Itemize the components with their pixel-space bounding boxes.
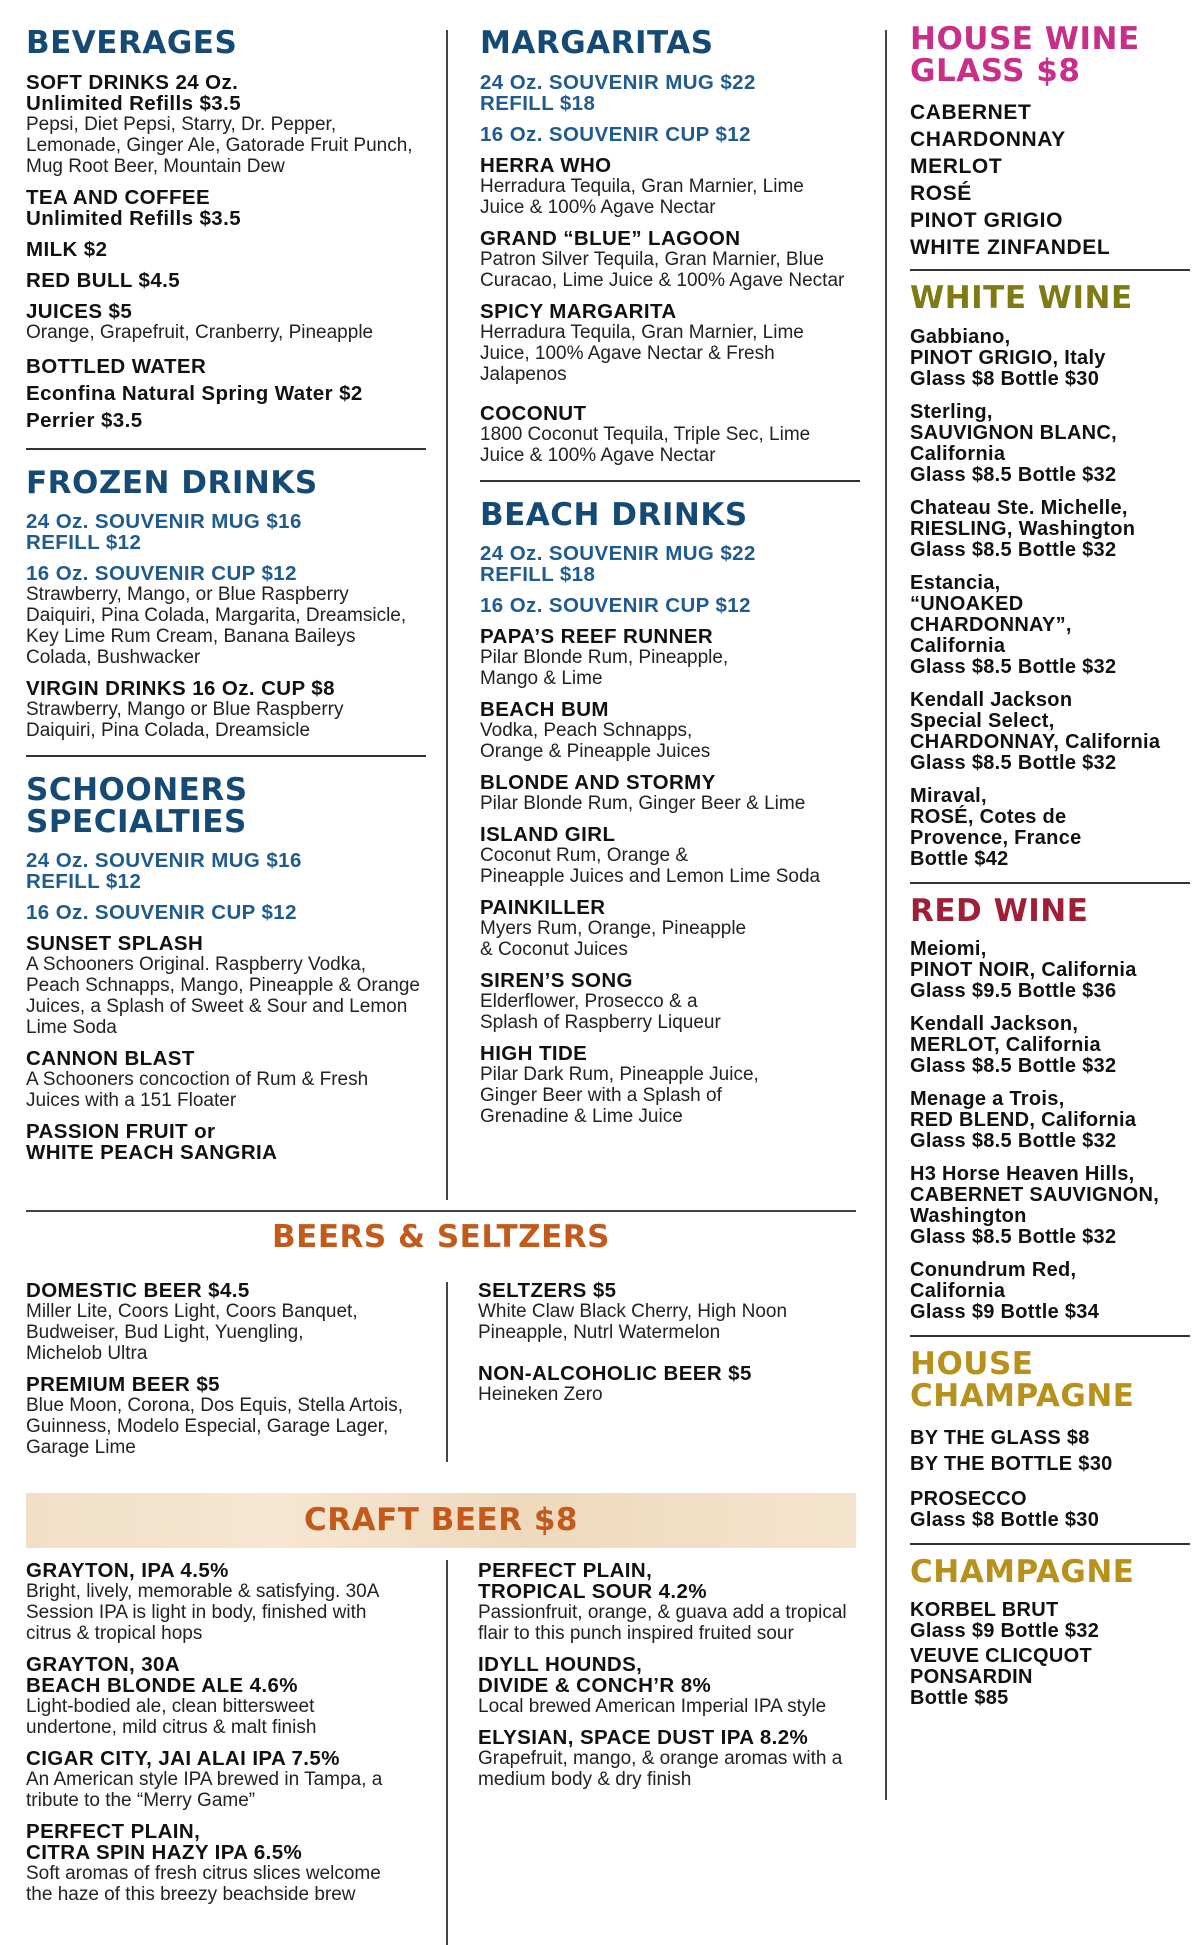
item-title: SOFT DRINKS 24 Oz. Unlimited Refills $3.5: [26, 70, 242, 115]
menu-item: [26, 187, 426, 229]
mug-price: 24 Oz. SOUVENIR MUG $16 REFILL $12: [26, 510, 302, 555]
wine-item: Estancia, “UNOAKED CHARDONNAY”, California Glass $8.5 Bottle $32: [910, 571, 1117, 678]
menu-item: [478, 1560, 858, 1644]
item-title: GRAYTON, IPA 4.5%: [26, 1559, 229, 1582]
item-title: HERRA WHO: [480, 153, 612, 177]
item-desc: Strawberry, Mango, or Blue Raspberry Daiquiri, Pina Colada, Margarita, Dreamsicle, Key Lime Rum Cream, Banana Baileys Colada, Bushwacker: [26, 584, 407, 669]
wine-item: Gabbiano, PINOT GRIGIO, Italy Glass $8 Bottle $30: [910, 325, 1106, 390]
item-desc: Miller Lite, Coors Light, Coors Banquet, Budweiser, Bud Light, Yuengling, Michelob Ultra: [26, 1301, 358, 1364]
price-line: [480, 595, 860, 616]
wine-item: KORBEL BRUT Glass $9 Bottle $32: [910, 1599, 1100, 1643]
house-wine-list: [910, 99, 1190, 261]
menu-item: [26, 1048, 426, 1111]
item-title: HIGH TIDE: [480, 1042, 588, 1066]
menu-item: [480, 155, 860, 218]
wine-item: H3 Horse Heaven Hills, CABERNET SAUVIGNON, Washington Glass $8.5 Bottle $32: [910, 1163, 1160, 1249]
menu-item: [26, 239, 426, 260]
item-desc: Pepsi, Diet Pepsi, Starry, Dr. Pepper, Lemonade, Ginger Ale, Gatorade Fruit Punch, Mug Root Beer, Mountain Dew: [26, 113, 413, 177]
item-title: GRAYTON, 30A BEACH BLONDE ALE 4.6%: [26, 1653, 298, 1697]
cup-price: 16 Oz. SOUVENIR CUP $12: [480, 122, 751, 146]
menu-item: [480, 699, 860, 762]
white-wine-title: WHITE WINE: [910, 280, 1133, 317]
item-desc: Elderflower, Prosecco & a Splash of Raspberry Liqueur: [480, 991, 721, 1034]
item-title: PASSION FRUIT or WHITE PEACH SANGRIA: [26, 1120, 278, 1165]
item-title: VIRGIN DRINKS 16 Oz. CUP $8: [26, 677, 335, 701]
wine-item: Menage a Trois, RED BLEND, California Glass $8.5 Bottle $32: [910, 1088, 1137, 1153]
menu-item: [26, 270, 426, 291]
craft-right: [478, 1560, 858, 1800]
item-desc: An American style IPA brewed in Tampa, a tribute to the “Merry Game”: [26, 1769, 383, 1811]
item-title: CIGAR CITY, JAI ALAI IPA 7.5%: [26, 1747, 340, 1770]
item-desc: Blue Moon, Corona, Dos Equis, Stella Artois, Guinness, Modelo Especial, Garage Lager, Garage Lime: [26, 1395, 404, 1458]
column-left: [26, 25, 426, 1173]
cup-price: 16 Oz. SOUVENIR CUP $12: [26, 901, 297, 925]
menu-item: [26, 1280, 436, 1364]
item-desc: A Schooners concoction of Rum & Fresh Juices with a 151 Floater: [26, 1069, 369, 1112]
item-desc: Herradura Tequila, Gran Marnier, Lime Juice & 100% Agave Nectar: [480, 175, 804, 218]
item-title: PAINKILLER: [480, 896, 606, 920]
list-item: WHITE ZINFANDEL: [910, 236, 1111, 260]
menu-item: [26, 353, 426, 434]
item-desc: Vodka, Peach Schnapps, Orange & Pineapple Juices: [480, 720, 711, 763]
item-desc: Local brewed American Imperial IPA style: [478, 1696, 827, 1717]
divider: [26, 755, 426, 757]
item-title: ISLAND GIRL: [480, 823, 616, 847]
menu-item: [26, 1821, 436, 1905]
menu-item: [26, 301, 426, 343]
column-right: [910, 21, 1190, 1721]
item-title: TEA AND COFFEE Unlimited Refills $3.5: [26, 185, 242, 230]
wine-item: Miraval, ROSÉ, Cotes de Provence, France Bottle $42: [910, 784, 1082, 870]
item-title: IDYLL HOUNDS, DIVIDE & CONCH’R 8%: [478, 1653, 712, 1697]
mug-price: 24 Oz. SOUVENIR MUG $22 REFILL $18: [480, 542, 756, 587]
item-desc: Passionfruit, orange, & guava add a tropical flair to this punch inspired fruited sour: [478, 1602, 847, 1644]
red-wine-title: RED WINE: [910, 892, 1089, 929]
item-desc: Coconut Rum, Orange & Pineapple Juices and Lemon Lime Soda: [480, 845, 821, 888]
menu-item: [478, 1363, 858, 1405]
craft-left: [26, 1560, 436, 1915]
mug-price: 24 Oz. SOUVENIR MUG $16 REFILL $12: [26, 849, 302, 894]
item-desc: Herradura Tequila, Gran Marnier, Lime Juice, 100% Agave Nectar & Fresh Jalapenos: [480, 321, 804, 385]
wine-item: Meiomi, PINOT NOIR, California Glass $9.5 Bottle $36: [910, 938, 1137, 1003]
item-title: COCONUT: [480, 401, 587, 425]
item-desc: Heineken Zero: [478, 1384, 603, 1405]
wine-item: BY THE GLASS $8 BY THE BOTTLE $30: [910, 1426, 1113, 1475]
house-champagne-title: HOUSE CHAMPAGNE: [910, 1346, 1135, 1415]
champagne-title: CHAMPAGNE: [910, 1553, 1135, 1590]
item-title: DOMESTIC BEER $4.5: [26, 1279, 250, 1302]
column-divider: [446, 1282, 448, 1462]
menu-item: [26, 563, 426, 668]
wine-item: Chateau Ste. Michelle, RIESLING, Washington Glass $8.5 Bottle $32: [910, 496, 1136, 561]
menu-item: [26, 933, 426, 1038]
item-desc: Orange, Grapefruit, Cranberry, Pineapple: [26, 321, 374, 343]
wine-item: Kendall Jackson Special Select, CHARDONNAY, California Glass $8.5 Bottle $32: [910, 688, 1161, 774]
list-item: CHARDONNAY: [910, 128, 1066, 152]
item-title: PAPA’S REEF RUNNER: [480, 625, 714, 649]
item-desc: Bright, lively, memorable & satisfying. 30A Session IPA is light in body, finished with citrus & tropical hops: [26, 1581, 380, 1644]
divider: [480, 480, 860, 482]
price-line: [480, 72, 860, 114]
item-title: SIREN’S SONG: [480, 969, 633, 993]
menu-item: [480, 1043, 860, 1127]
divider: [910, 882, 1190, 884]
menu-item: [478, 1280, 858, 1343]
list-item: CABERNET: [910, 101, 1032, 125]
item-title: NON-ALCOHOLIC BEER $5: [478, 1362, 752, 1385]
divider: [910, 1335, 1190, 1337]
craft-beer-banner: [26, 1493, 856, 1548]
wine-item: PROSECCO Glass $8 Bottle $30: [910, 1487, 1100, 1531]
item-desc: Pilar Dark Rum, Pineapple Juice, Ginger Beer with a Splash of Grenadine & Lime Juice: [480, 1064, 759, 1128]
column-divider: [446, 1560, 448, 1945]
menu-item: [26, 678, 426, 741]
menu-item: [480, 403, 860, 466]
house-wine-title: HOUSE WINE GLASS $8: [910, 21, 1140, 89]
item-desc: 1800 Coconut Tequila, Triple Sec, Lime Juice & 100% Agave Nectar: [480, 423, 811, 466]
menu-item: [480, 301, 860, 385]
menu-item: [478, 1654, 858, 1717]
item-desc: A Schooners Original. Raspberry Vodka, Peach Schnapps, Mango, Pineapple & Orange Juices, a Splash of Sweet & Sour and Lemon Lime Soda: [26, 954, 420, 1039]
item-title: JUICES $5: [26, 299, 133, 323]
wine-item: Sterling, SAUVIGNON BLANC, California Glass $8.5 Bottle $32: [910, 400, 1118, 486]
item-desc: Myers Rum, Orange, Pineapple & Coconut Juices: [480, 918, 747, 961]
item-desc: Strawberry, Mango or Blue Raspberry Daiquiri, Pina Colada, Dreamsicle: [26, 699, 344, 742]
menu-item: [26, 72, 426, 177]
divider: [26, 448, 426, 450]
column-middle: [480, 25, 860, 1137]
cup-price: 16 Oz. SOUVENIR CUP $12: [480, 594, 751, 618]
menu-item: [480, 897, 860, 960]
beers-right: [478, 1280, 858, 1415]
price-line: [480, 543, 860, 585]
item-desc: Soft aromas of fresh citrus slices welcome the haze of this breezy beachside brew: [26, 1863, 381, 1905]
list-item: ROSÉ: [910, 182, 972, 206]
item-title: ELYSIAN, SPACE DUST IPA 8.2%: [478, 1726, 809, 1749]
column-divider: [885, 30, 887, 1800]
mug-price: 24 Oz. SOUVENIR MUG $22 REFILL $18: [480, 70, 756, 115]
item-title: BOTTLED WATER Econfina Natural Spring Water $2 Perrier $3.5: [26, 354, 363, 432]
divider: [910, 1543, 1190, 1545]
menu-item: [26, 1748, 436, 1811]
item-desc: Pilar Blonde Rum, Ginger Beer & Lime: [480, 793, 806, 815]
item-title: CANNON BLAST: [26, 1047, 195, 1071]
item-title: PERFECT PLAIN, TROPICAL SOUR 4.2%: [478, 1559, 707, 1603]
schooners-title: SCHOONERS SPECIALTIES: [26, 772, 248, 840]
beach-title: BEACH DRINKS: [480, 496, 748, 533]
beers-title: BEERS & SELTZERS: [272, 1219, 610, 1255]
divider: [910, 269, 1190, 271]
margaritas-title: MARGARITAS: [480, 25, 714, 61]
wine-item: VEUVE CLICQUOT PONSARDIN Bottle $85: [910, 1645, 1092, 1710]
item-title: PERFECT PLAIN, CITRA SPIN HAZY IPA 6.5%: [26, 1820, 303, 1864]
menu-item: [478, 1727, 858, 1790]
item-title: SPICY MARGARITA: [480, 299, 677, 323]
menu-item: [480, 772, 860, 814]
price-line: [26, 511, 426, 553]
list-item: MERLOT: [910, 155, 1003, 179]
price-line: [480, 124, 860, 145]
column-divider: [446, 30, 448, 1200]
menu-item: [26, 1654, 436, 1738]
item-title: BEACH BUM: [480, 698, 609, 722]
divider: [26, 1210, 856, 1212]
item-title: SELTZERS $5: [478, 1279, 617, 1302]
item-title: GRAND “BLUE” LAGOON: [480, 226, 741, 250]
item-desc: White Claw Black Cherry, High Noon Pineapple, Nutrl Watermelon: [478, 1301, 788, 1343]
cup-price: 16 Oz. SOUVENIR CUP $12: [26, 562, 297, 586]
item-title: MILK $2: [26, 237, 108, 261]
price-line: [26, 850, 426, 892]
item-desc: Patron Silver Tequila, Gran Marnier, Blue Curacao, Lime Juice & 100% Agave Nectar: [480, 248, 845, 291]
item-title: SUNSET SPLASH: [26, 932, 204, 956]
menu-item: [480, 970, 860, 1033]
list-item: PINOT GRIGIO: [910, 209, 1064, 233]
menu-item: [26, 1374, 436, 1458]
wine-item: Conundrum Red, California Glass $9 Bottle $34: [910, 1259, 1100, 1324]
wine-item: Kendall Jackson, MERLOT, California Glass $8.5 Bottle $32: [910, 1013, 1117, 1078]
item-title: RED BULL $4.5: [26, 268, 181, 292]
beers-left: [26, 1280, 436, 1468]
menu-item: [480, 824, 860, 887]
menu-item: [26, 1121, 426, 1163]
menu-item: [26, 1560, 436, 1644]
item-title: BLONDE AND STORMY: [480, 771, 716, 795]
price-line: [26, 902, 426, 923]
menu-item: [480, 626, 860, 689]
frozen-title: FROZEN DRINKS: [26, 464, 318, 501]
menu-item: [480, 228, 860, 291]
item-desc: Grapefruit, mango, & orange aromas with a medium body & dry finish: [478, 1748, 843, 1790]
craft-title: CRAFT BEER $8: [303, 1502, 578, 1538]
item-desc: Light-bodied ale, clean bittersweet undertone, mild citrus & malt finish: [26, 1696, 317, 1738]
item-desc: Pilar Blonde Rum, Pineapple, Mango & Lime: [480, 647, 729, 690]
item-title: PREMIUM BEER $5: [26, 1373, 220, 1396]
beverages-title: BEVERAGES: [26, 25, 238, 61]
